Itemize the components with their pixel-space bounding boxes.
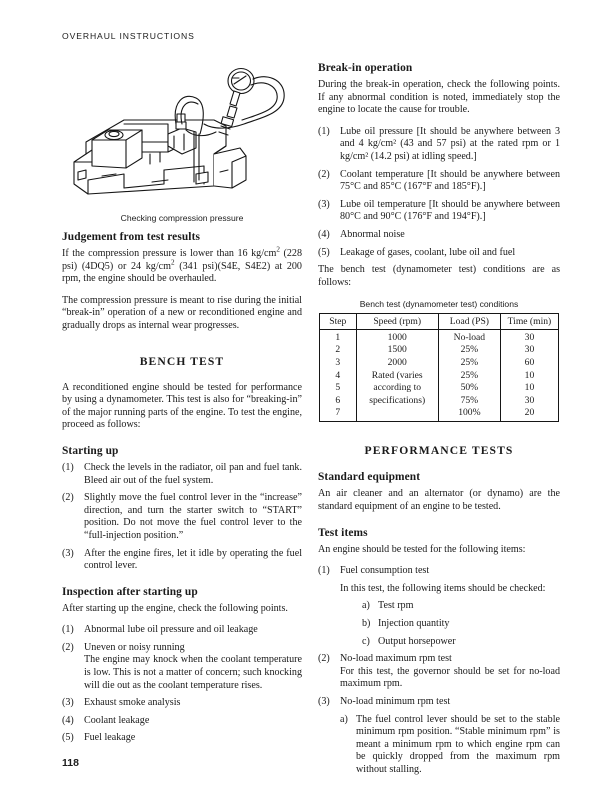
heading-bench-test: BENCH TEST — [139, 354, 225, 368]
column-header-speed: Speed (rpm) — [356, 314, 438, 330]
table-row — [320, 344, 559, 357]
cell-load: 100% — [438, 407, 500, 422]
cell-step: 5 — [320, 382, 357, 395]
list-text: No-load maximum rpm test — [340, 653, 452, 665]
list-item — [340, 714, 560, 777]
cell-step: 4 — [320, 370, 357, 383]
inspection-intro: After starting up the engine, check the following points. — [62, 602, 288, 614]
list-text: Lube oil pressure [It should be anywhere between 3 and 4 kg/cm² (43 and 57 psi) at the rated rpm or 1 kg/cm² (14.2 psi) at idling speed.] — [340, 125, 560, 162]
standard-equipment-text: An air cleaner and an alternator (or dynamo) are the standard equipment of an engine to be tested. — [318, 488, 560, 513]
list-marker: a) — [340, 713, 348, 725]
list-marker: (2) — [318, 168, 330, 180]
list-item — [62, 715, 302, 728]
list-item — [62, 492, 302, 542]
list-marker: b) — [362, 618, 371, 630]
list-text: Abnormal lube oil pressure and oil leakage — [84, 624, 258, 636]
cell-load: 75% — [438, 395, 500, 408]
table-row — [320, 330, 559, 345]
list-item — [318, 169, 560, 194]
cell-speed: Rated (varies — [356, 370, 438, 383]
cell-time: 20 — [500, 407, 558, 422]
list-marker: (3) — [318, 198, 330, 210]
list-text: Lube oil temperature [It should be anywhere between 80°C and 90°C (176°F and 194°F).] — [340, 198, 560, 223]
list-subtext: In this test, the following items should be checked: — [340, 582, 546, 594]
list-text: Abnormal noise — [340, 228, 405, 240]
list-item — [318, 247, 560, 260]
figure-caption: Checking compression pressure — [120, 213, 244, 223]
list-marker: (1) — [62, 461, 74, 473]
list-marker: (4) — [318, 228, 330, 240]
judgement-sup-2: 2 — [170, 258, 175, 267]
page-number: 118 — [62, 757, 79, 769]
list-marker: (1) — [318, 125, 330, 137]
list-item — [318, 696, 560, 709]
list-text: Fuel leakage — [84, 732, 136, 744]
list-subtext-row — [340, 583, 560, 596]
list-item — [62, 548, 302, 573]
cell-load: 25% — [438, 344, 500, 357]
list-text: Fuel consumption test — [340, 565, 430, 577]
cell-speed: 1000 — [356, 330, 438, 345]
judgement-para-1 — [62, 245, 303, 286]
list-item — [362, 618, 560, 631]
cell-time: 60 — [500, 357, 558, 370]
cell-time: 10 — [500, 370, 558, 383]
list-subtext: The engine may knock when the coolant temperature is low. This is not a matter of concern; such knocking will die out as the coolant temperature rises. — [84, 654, 302, 691]
starting-up-list — [62, 462, 302, 573]
list-marker: (3) — [318, 696, 330, 707]
list-marker: (3) — [62, 547, 74, 559]
cell-speed — [356, 407, 438, 422]
list-item — [318, 653, 560, 666]
right-column — [318, 62, 560, 782]
table-row — [320, 370, 559, 383]
heading-inspection: Inspection after starting up — [62, 585, 198, 598]
list-text: Check the levels in the radiator, oil pan and fuel tank. Bleed air out of the fuel system. — [84, 461, 302, 486]
test-items-list — [318, 565, 560, 776]
break-in-list — [318, 126, 560, 259]
list-text: Test rpm — [378, 600, 414, 612]
list-marker: (5) — [318, 246, 330, 258]
cell-step: 3 — [320, 357, 357, 370]
list-marker: (2) — [318, 653, 330, 665]
cell-step: 1 — [320, 330, 357, 345]
cell-load: 25% — [438, 357, 500, 370]
list-item — [362, 636, 560, 649]
table-row — [320, 407, 559, 422]
list-marker: (5) — [62, 732, 74, 744]
judgement-sup-1: 2 — [276, 245, 280, 254]
judgement-para1-b: (228 psi) (4DQ5) or 24 kg/cm — [62, 248, 303, 272]
table-row — [320, 382, 559, 395]
list-text: After the engine fires, let it idle by operating the fuel control lever. — [84, 547, 302, 572]
list-text: Injection quantity — [378, 618, 450, 630]
list-text: The fuel control lever should be set to the stable minimum rpm position. “Stable minimum rpm” is meant a minimum rpm to which engine rpm can be quickly dropped from the maximum rpm without stalling. — [356, 713, 560, 775]
cell-load: No-load — [438, 330, 500, 345]
list-item — [62, 697, 302, 710]
list-marker: (3) — [62, 697, 74, 709]
list-item — [318, 229, 560, 242]
heading-standard-equipment: Standard equipment — [318, 471, 421, 484]
table-caption: Bench test (dynamometer test) conditions — [359, 299, 519, 310]
cell-speed: specifications) — [356, 395, 438, 408]
heading-judgement: Judgement from test results — [62, 231, 200, 243]
break-in-outro: The bench test (dynamometer test) conditions are as follows: — [318, 264, 560, 288]
judgement-para1-c: (341 psi)(S4E, S4E2) at 200 rpm, the engine should be overhauled. — [62, 260, 302, 285]
left-column — [62, 62, 302, 750]
cell-step: 7 — [320, 407, 357, 422]
list-item — [62, 642, 302, 692]
cell-speed: 1500 — [356, 344, 438, 357]
heading-starting-up: Starting up — [62, 444, 119, 457]
bench-test-conditions-table — [319, 313, 559, 422]
list-text: Uneven or noisy running — [84, 641, 185, 653]
cell-speed: according to — [356, 382, 438, 395]
list-item — [62, 624, 302, 637]
cell-time: 30 — [500, 344, 558, 357]
list-text: Leakage of gases, coolant, lube oil and fuel — [340, 246, 516, 258]
list-text: Exhaust smoke analysis — [84, 697, 181, 709]
heading-break-in: Break-in operation — [318, 62, 413, 74]
list-item — [318, 126, 560, 164]
table-header-row — [320, 314, 559, 330]
table-row — [320, 395, 559, 408]
running-head: OVERHAUL INSTRUCTIONS — [62, 31, 195, 41]
cell-time: 30 — [500, 330, 558, 345]
test-items-intro: An engine should be tested for the following items: — [318, 543, 526, 555]
column-header-step: Step — [320, 314, 357, 330]
list-item — [362, 600, 560, 613]
list-text: Coolant temperature [It should be anywhere between 75°C and 85°C (167°F and 185°F).] — [340, 168, 560, 193]
list-subtext-row — [340, 666, 560, 691]
list-text: Slightly move the fuel control lever in the “increase” direction, and turn the starter switch to “START” position. Do not move the fuel control lever to the “full-injection position.” — [84, 492, 302, 541]
list-subtext: For this test, the governor should be set for no-load maximum rpm. — [340, 665, 560, 690]
break-in-intro: During the break-in operation, check the following points. If any abnormal condition is noted, immediately stop the engine to locate the cause for trouble. — [318, 79, 560, 116]
cell-speed: 2000 — [356, 357, 438, 370]
table-row — [320, 357, 559, 370]
list-marker: a) — [362, 600, 370, 612]
list-item — [318, 199, 560, 224]
judgement-para1-a: If the compression pressure is lower than 16 kg/cm — [62, 248, 277, 259]
cell-step: 2 — [320, 344, 357, 357]
inspection-list — [62, 624, 302, 745]
heading-test-items: Test items — [318, 526, 368, 539]
cell-time: 30 — [500, 395, 558, 408]
list-marker: (1) — [318, 565, 330, 577]
list-marker: c) — [362, 635, 370, 647]
cell-load: 25% — [438, 370, 500, 383]
list-item — [318, 565, 560, 578]
list-text: Coolant leakage — [84, 714, 150, 726]
list-marker: (2) — [62, 641, 74, 653]
list-text: No-load minimum rpm test — [340, 696, 451, 707]
list-text: Output horsepower — [378, 635, 456, 647]
cell-load: 50% — [438, 382, 500, 395]
cell-time: 10 — [500, 382, 558, 395]
list-marker: (1) — [62, 624, 74, 636]
list-item — [62, 462, 302, 487]
list-marker: (4) — [62, 714, 74, 726]
column-header-load: Load (PS) — [438, 314, 500, 330]
cell-step: 6 — [320, 395, 357, 408]
column-header-time: Time (min) — [500, 314, 558, 330]
list-item — [62, 732, 302, 745]
bench-test-intro: A reconditioned engine should be tested for performance by using a dynamometer. This test is also for “breaking-in” of the major running parts of the engine. To test the engine, proceed as follows: — [62, 381, 302, 431]
list-marker: (2) — [62, 492, 74, 504]
judgement-para-2: The compression pressure is meant to rise during the initial “break-in” operation of a new or reconditioned engine and gradually drops as internal wear progresses. — [62, 294, 302, 331]
heading-performance-tests: PERFORMANCE TESTS — [364, 444, 514, 458]
